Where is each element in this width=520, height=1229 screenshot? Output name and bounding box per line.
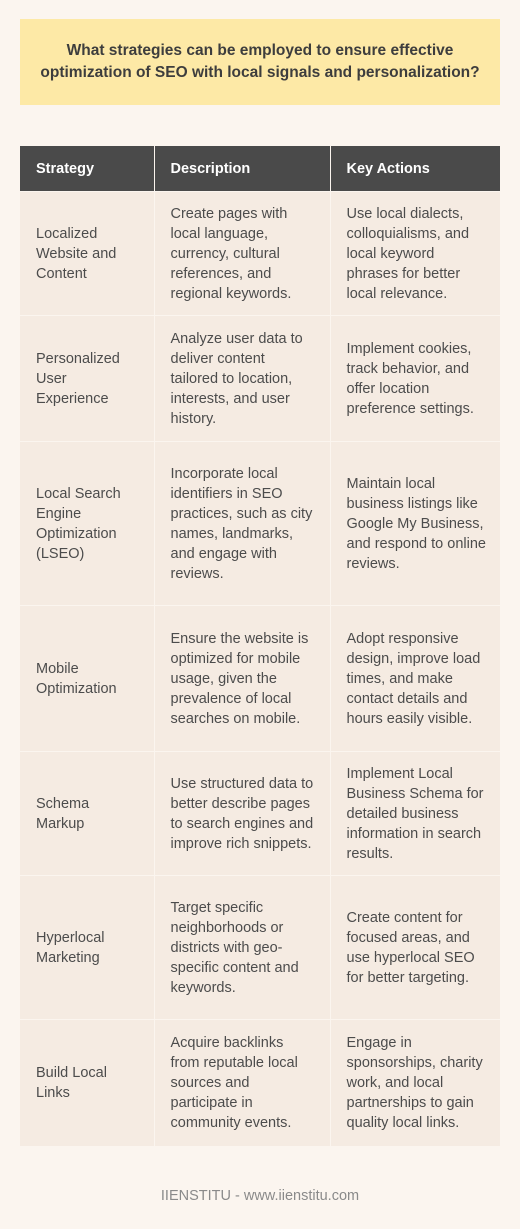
cell-strategy: Personalized User Experience <box>20 316 154 442</box>
table-row <box>20 316 500 442</box>
cell-strategy: Build Local Links <box>20 1020 154 1146</box>
cell-strategy: Mobile Optimization <box>20 606 154 752</box>
cell-strategy: Localized Website and Content <box>20 192 154 316</box>
table-row <box>20 752 500 876</box>
cell-strategy: Local Search Engine Optimization (LSEO) <box>20 442 154 606</box>
cell-actions: Adopt responsive design, improve load times, and make contact details and hours easily visible. <box>330 606 500 752</box>
cell-actions: Use local dialects, colloquialisms, and local keyword phrases for better local relevance. <box>330 192 500 316</box>
page-title: What strategies can be employed to ensure effective optimization of SEO with local signals and personalization? <box>40 42 480 81</box>
cell-description: Ensure the website is optimized for mobile usage, given the prevalence of local searches on mobile. <box>154 606 330 752</box>
table-row <box>20 192 500 316</box>
cell-actions: Create content for focused areas, and use hyperlocal SEO for better targeting. <box>330 876 500 1020</box>
cell-description: Use structured data to better describe pages to search engines and improve rich snippets. <box>154 752 330 876</box>
footer-credit: IIENSTITU - www.iienstitu.com <box>160 1188 360 1204</box>
table-header-row <box>20 146 500 192</box>
table-row <box>20 876 500 1020</box>
header-key-actions: Key Actions <box>330 146 500 192</box>
table-row <box>20 442 500 606</box>
strategy-table <box>20 146 500 1146</box>
cell-description: Incorporate local identifiers in SEO practices, such as city names, landmarks, and engage with reviews. <box>154 442 330 606</box>
title-banner <box>20 19 500 105</box>
cell-actions: Maintain local business listings like Google My Business, and respond to online reviews. <box>330 442 500 606</box>
cell-actions: Implement cookies, track behavior, and offer location preference settings. <box>330 316 500 442</box>
header-description: Description <box>154 146 330 192</box>
cell-strategy: Hyperlocal Marketing <box>20 876 154 1020</box>
cell-description: Acquire backlinks from reputable local sources and participate in community events. <box>154 1020 330 1146</box>
cell-description: Target specific neighborhoods or districts with geo-specific content and keywords. <box>154 876 330 1020</box>
cell-description: Analyze user data to deliver content tailored to location, interests, and user history. <box>154 316 330 442</box>
header-strategy: Strategy <box>20 146 154 192</box>
table-row <box>20 606 500 752</box>
cell-actions: Implement Local Business Schema for detailed business information in search results. <box>330 752 500 876</box>
table-row <box>20 1020 500 1146</box>
cell-description: Create pages with local language, currency, cultural references, and regional keywords. <box>154 192 330 316</box>
cell-actions: Engage in sponsorships, charity work, and local partnerships to gain quality local links. <box>330 1020 500 1146</box>
cell-strategy: Schema Markup <box>20 752 154 876</box>
